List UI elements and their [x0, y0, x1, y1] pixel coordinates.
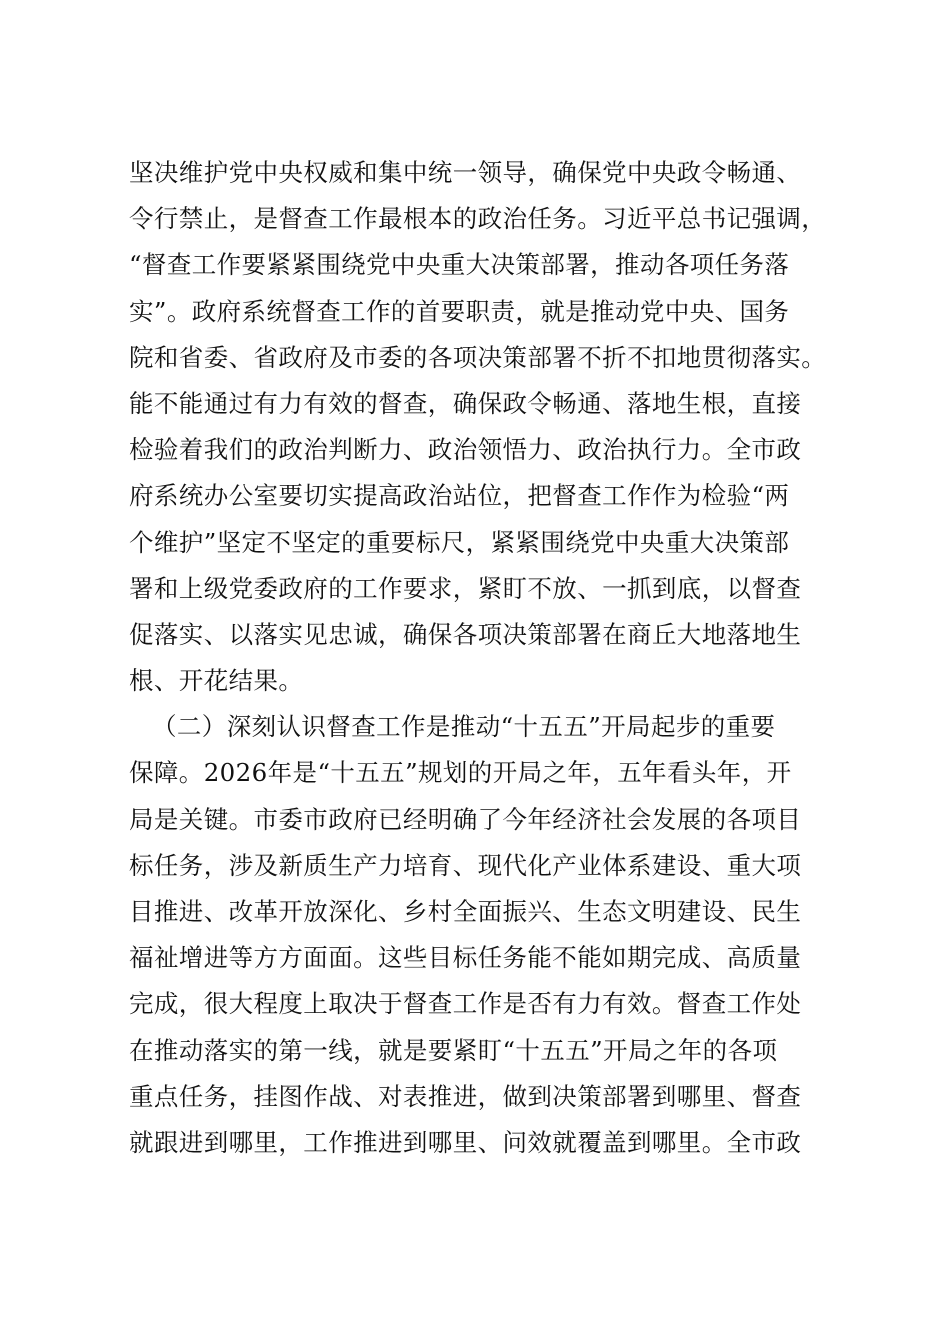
text-line-14: 保障。2026年是“十五五”规划的开局之年，五年看头年，开: [129, 758, 792, 788]
section-heading-line: （二）深刻认识督查工作是推动“十五五”开局起步的重要: [152, 712, 776, 742]
text-line-19: 完成，很大程度上取决于督查工作是否有力有效。督查工作处: [129, 989, 802, 1019]
text-line-21: 重点任务，挂图作战、对表推进，做到决策部署到哪里、督查: [129, 1081, 802, 1111]
text-line-8: 府系统办公室要切实提高政治站位，把督查工作作为检验“两: [129, 481, 790, 511]
text-line-20: 在推动落实的第一线，就是要紧盯“十五五”开局之年的各项: [129, 1035, 778, 1065]
text-line-5: 院和省委、省政府及市委的各项决策部署不折不扣地贯彻落实。: [129, 342, 827, 372]
text-line-4: 实”。政府系统督查工作的首要职责，就是推动党中央、国务: [129, 296, 790, 326]
text-line-9: 个维护”坚定不坚定的重要标尺，紧紧围绕党中央重大决策部: [129, 527, 790, 557]
text-line-11: 促落实、以落实见忠诚，确保各项决策部署在商丘大地落地生: [129, 619, 802, 649]
text-line-17: 目推进、改革开放深化、乡村全面振兴、生态文明建设、民生: [129, 897, 802, 926]
text-line-12: 根、开花结果。: [129, 666, 304, 696]
text-line-16: 标任务，涉及新质生产力培育、现代化产业体系建设、重大项: [129, 850, 802, 880]
text-line-15: 局是关键。市委市政府已经明确了今年经济社会发展的各项目: [129, 804, 802, 834]
text-line-6: 能不能通过有力有效的督查，确保政令畅通、落地生根，直接: [129, 388, 802, 418]
text-line-10: 署和上级党委政府的工作要求，紧盯不放、一抓到底，以督查: [129, 573, 802, 603]
body-text: [129, 150, 859, 1166]
text-line-7: 检验着我们的政治判断力、政治领悟力、政治执行力。全市政: [129, 435, 802, 465]
text-line-18: 福祉增进等方方面面。这些目标任务能不能如期完成、高质量: [129, 943, 802, 973]
text-line-22: 就跟进到哪里，工作推进到哪里、问效就覆盖到哪里。全市政: [129, 1127, 802, 1157]
text-line-1: 坚决维护党中央权威和集中统一领导，确保党中央政令畅通、: [129, 158, 802, 187]
text-line-2: 令行禁止，是督查工作最根本的政治任务。习近平总书记强调，: [129, 204, 827, 234]
text-line-3: “督查工作要紧紧围绕党中央重大决策部署，推动各项任务落: [129, 250, 790, 280]
